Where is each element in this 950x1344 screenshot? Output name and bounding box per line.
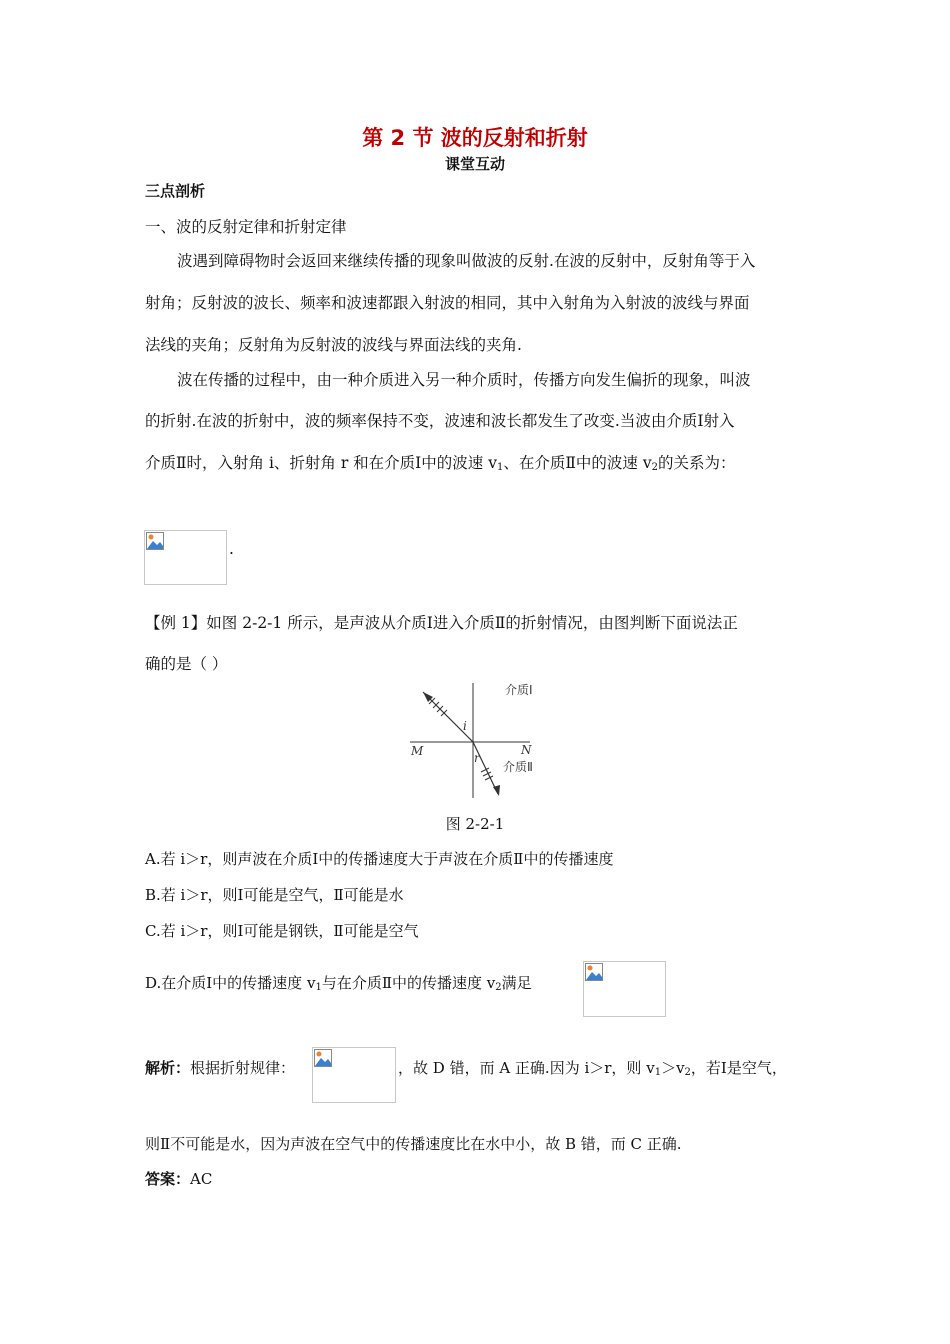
- para2-line3: 介质Ⅱ时，入射角 i、折射角 r 和在介质Ⅰ中的波速 $v_1$、在介质Ⅱ中的波速 $v_2$的关系为：: [145, 454, 736, 473]
- analysis-line1-end: ，故 D 错，而 A 正确.因为 i＞r，则 $v_1>v_2$，若Ⅰ是空气，: [398, 1059, 787, 1078]
- option-c: C.若 i＞r，则Ⅰ可能是钢铁，Ⅱ可能是空气: [145, 922, 419, 940]
- section-heading: 三点剖析: [145, 182, 206, 200]
- option-d-formula-placeholder: [583, 961, 666, 1017]
- refraction-figure: [405, 678, 550, 800]
- para1-line2: 射角；反射波的波长、频率和波速都跟入射波的相同，其中入射角为入射波的波线与界面: [145, 294, 750, 312]
- page-subtitle: 课堂互动: [444, 155, 505, 173]
- option-a: A.若 i＞r，则声波在介质Ⅰ中的传播速度大于声波在介质Ⅱ中的传播速度: [145, 850, 614, 868]
- answer: 答案：AC: [145, 1170, 213, 1188]
- label-medium2: 介质Ⅱ: [503, 760, 533, 774]
- label-medium1: 介质Ⅰ: [505, 683, 533, 697]
- para2-line1: 波在传播的过程中，由一种介质进入另一种介质时，传播方向发生偏折的现象，叫波: [177, 371, 751, 389]
- analysis-formula-placeholder: [312, 1047, 396, 1103]
- formula-image-placeholder: [144, 530, 227, 585]
- broken-image-icon: [585, 963, 603, 981]
- label-i: i: [463, 719, 467, 733]
- option-d: D.在介质Ⅰ中的传播速度 $v_1$与在介质Ⅱ中的传播速度 $v_2$满足: [145, 974, 532, 993]
- refracted-ray: [473, 742, 498, 794]
- analysis-line1-start: 解析：根据折射规律：: [145, 1059, 296, 1077]
- label-r: r: [474, 751, 480, 765]
- page-title: 第 2 节 波的反射和折射: [362, 126, 588, 150]
- label-N: N: [521, 743, 532, 757]
- broken-image-icon: [314, 1049, 332, 1067]
- label-M: M: [411, 744, 424, 758]
- analysis-line2: 则Ⅱ不可能是水，因为声波在空气中的传播速度比在水中小，故 B 错，而 C 正确.: [145, 1135, 682, 1153]
- para1-line3: 法线的夹角；反射角为反射波的波线与界面法线的夹角.: [145, 336, 522, 354]
- para1-line1: 波遇到障碍物时会返回来继续传播的现象叫做波的反射.在波的反射中，反射角等于入: [177, 252, 756, 270]
- formula-period: .: [229, 540, 234, 558]
- para2-line2: 的折射.在波的折射中，波的频率保持不变，波速和波长都发生了改变.当波由介质Ⅰ射入: [145, 412, 735, 430]
- example-line2: 确的是（ ）: [145, 655, 228, 673]
- broken-image-icon: [146, 532, 164, 550]
- subheading: 一、波的反射定律和折射定律: [145, 218, 347, 236]
- figure-caption: 图 2-2-1: [445, 815, 505, 833]
- option-b: B.若 i＞r，则Ⅰ可能是空气，Ⅱ可能是水: [145, 886, 404, 904]
- example-line1: 【例 1】如图 2-2-1 所示，是声波从介质Ⅰ进入介质Ⅱ的折射情况，由图判断下面说法正: [145, 614, 738, 632]
